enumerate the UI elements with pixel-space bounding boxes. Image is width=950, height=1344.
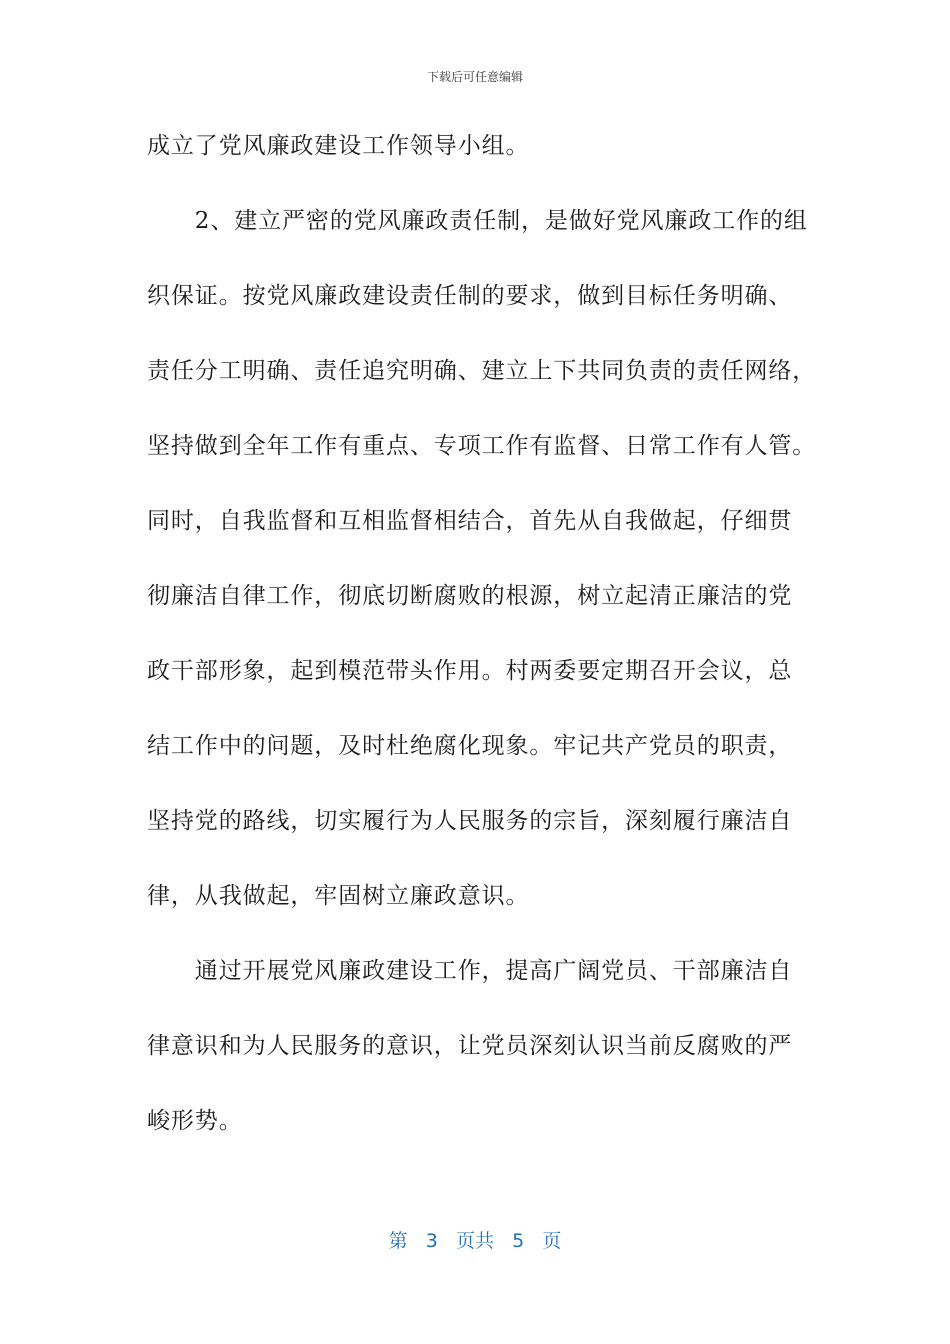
body-line: 彻廉洁自律工作，彻底切断腐败的根源，树立起清正廉洁的党 <box>147 583 793 609</box>
body-line: 2、建立严密的党风廉政责任制，是做好党风廉政工作的组 <box>147 208 808 234</box>
body-line: 峻形势。 <box>147 1108 243 1134</box>
page-prefix: 第 <box>388 1230 408 1252</box>
body-line: 成立了党风廉政建设工作领导小组。 <box>147 133 530 159</box>
body-line: 坚持做到全年工作有重点、专项工作有监督、日常工作有人管。 <box>147 433 817 459</box>
page-middle-text: 页共 <box>455 1230 494 1252</box>
body-line: 律，从我做起，牢固树立廉政意识。 <box>147 883 530 909</box>
body-line: 通过开展党风廉政建设工作，提高广阔党员、干部廉洁自 <box>147 958 793 984</box>
body-line: 织保证。按党风廉政建设责任制的要求，做到目标任务明确、 <box>147 283 793 309</box>
page-suffix: 页 <box>542 1230 562 1252</box>
page-number-footer <box>0 1226 950 1253</box>
body-line: 同时，自我监督和互相监督相结合，首先从自我做起，仔细贯 <box>147 508 793 534</box>
body-line: 政干部形象，起到模范带头作用。村两委要定期召开会议，总 <box>147 658 793 684</box>
body-line: 律意识和为人民服务的意识，让党员深刻认识当前反腐败的严 <box>147 1033 793 1059</box>
current-page-number: 3 <box>425 1230 438 1252</box>
body-line: 责任分工明确、责任追究明确、建立上下共同负责的责任网络， <box>147 358 817 384</box>
total-pages-number: 5 <box>512 1230 525 1252</box>
body-line: 结工作中的问题，及时杜绝腐化现象。牢记共产党员的职责， <box>147 733 793 759</box>
body-line: 坚持党的路线，切实履行为人民服务的宗旨，深刻履行廉洁自 <box>147 808 793 834</box>
header-note: 下载后可任意编辑 <box>426 70 523 84</box>
